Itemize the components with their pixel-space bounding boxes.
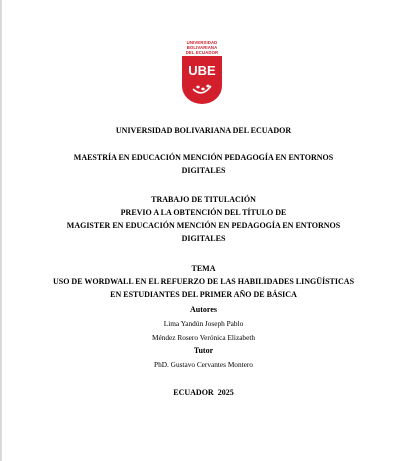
masters-line-1: MAESTRÍA EN EDUCACIÓN MENCIÓN PEDAGOGÍA EN ENTORNOS	[73, 153, 334, 162]
theme-line-2: EN ESTUDIANTES DEL PRIMER AÑO DE BÁSICA	[110, 290, 297, 299]
tutor-name: PhD. Gustavo Cervantes Montero	[154, 360, 253, 369]
work-line-1: TRABAJO DE TITULACIÓN	[151, 195, 256, 204]
work-line-3: MAGISTER EN EDUCACIÓN MENCIÓN EN PEDAGOGÍA EN ENTORNOS	[66, 221, 341, 230]
author-1: Lima Yandún Joseph Pablo	[163, 319, 244, 328]
ube-logo	[180, 40, 224, 104]
tutor-heading: Tutor	[193, 346, 214, 355]
university-name: UNIVERSIDAD BOLIVARIANA DEL ECUADOR	[115, 126, 292, 135]
masters-program	[0, 151, 407, 177]
ube-shield-icon	[180, 56, 224, 104]
logo-line-2: BOLIVARIANA	[186, 45, 218, 50]
logo-line-1: UNIVERSIDAD	[186, 40, 218, 45]
masters-line-2: DIGITALES	[181, 166, 226, 175]
theme-line-1: USO DE WORDWALL EN EL REFUERZO DE LAS HABILIDADES LINGÜÍSTICAS	[52, 277, 355, 286]
country-year: ECUADOR 2025	[173, 388, 234, 397]
work-line-4: DIGITALES	[181, 234, 226, 243]
work-line-2: PREVIO A LA OBTENCIÓN DEL TÍTULO DE	[120, 208, 287, 217]
theme-section	[0, 262, 407, 301]
logo-mark: UBE	[188, 63, 216, 78]
logo-line-3: DEL ECUADOR	[185, 50, 219, 55]
degree-work	[0, 193, 407, 245]
authors-heading: Autores	[190, 305, 217, 314]
theme-heading: TEMA	[191, 264, 216, 273]
author-2: Méndez Rosero Verónica Elizabeth	[152, 333, 255, 342]
logo-text	[180, 40, 224, 55]
